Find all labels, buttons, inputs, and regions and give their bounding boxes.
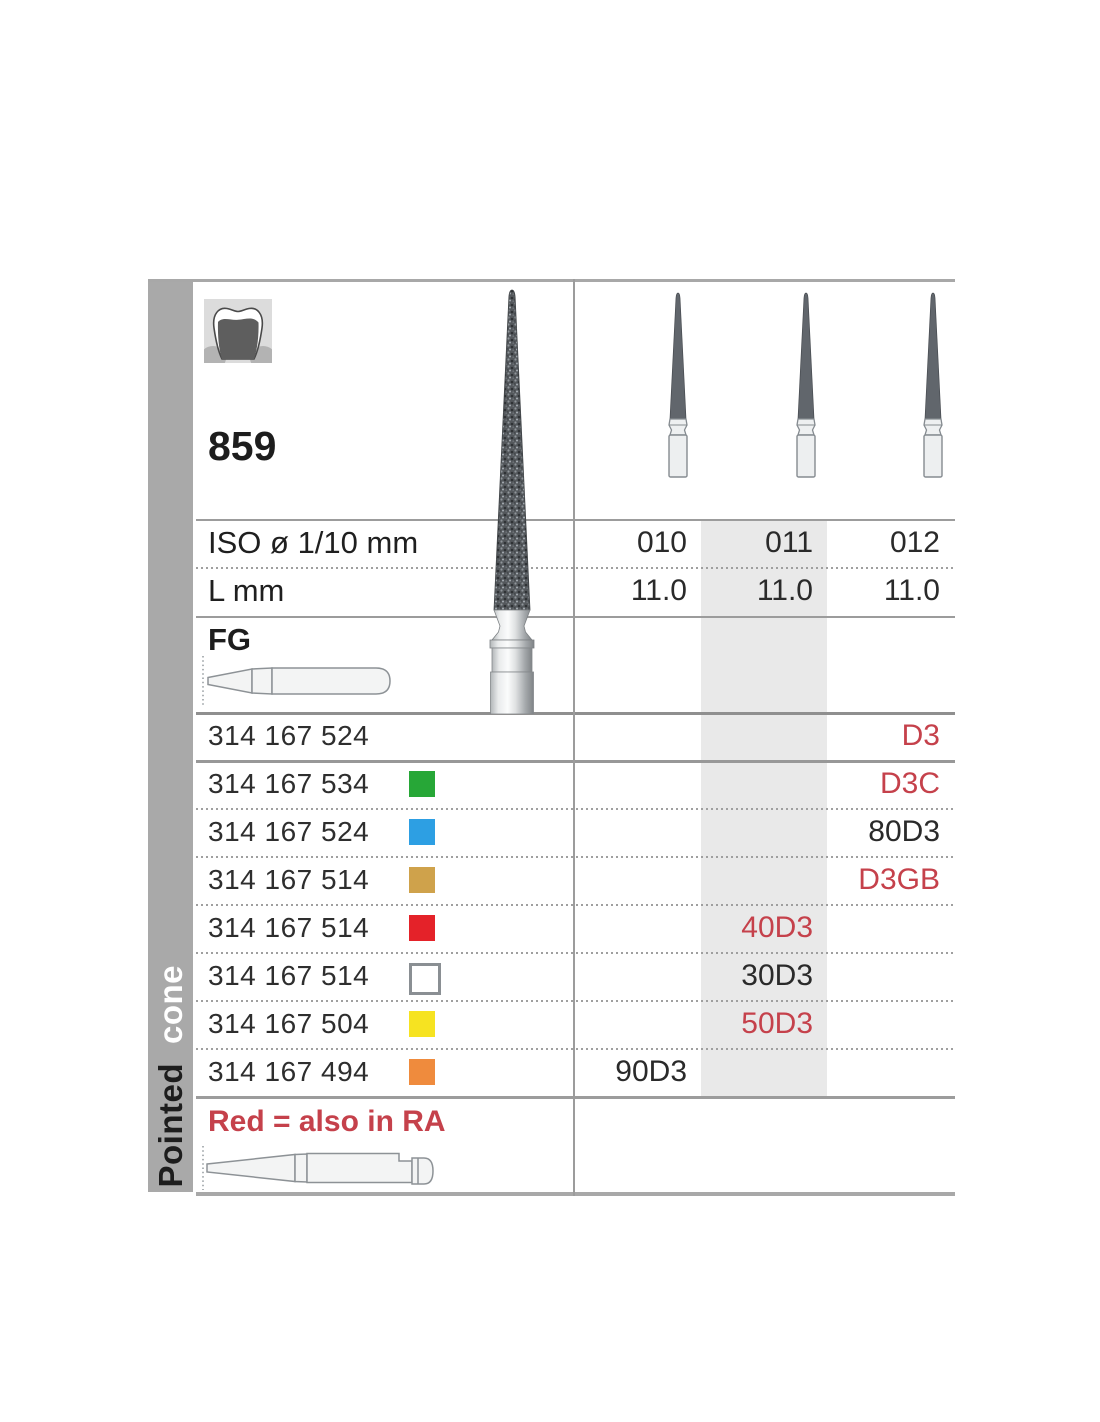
spec-value-012: 012: [889, 526, 940, 559]
product-label: 80D3: [868, 815, 940, 848]
rule-below-lmm: [196, 616, 955, 618]
product-code: 314 167 504: [208, 1008, 370, 1039]
product-code: 314 167 524: [208, 816, 370, 847]
product-label: 90D3: [615, 1055, 687, 1088]
product-code: 314 167 514: [208, 960, 370, 991]
table-top-rule: [148, 279, 955, 282]
spec-value-010: 010: [636, 526, 687, 559]
figure-number: 859: [208, 423, 277, 469]
product-code: 314 167 534: [208, 768, 370, 799]
rule-below-products: [196, 1096, 955, 1099]
grit-color-chip-blue: [409, 819, 435, 845]
ra-footnote: Red = also in RA: [208, 1105, 446, 1138]
grit-color-chip-yellow: [409, 1011, 435, 1037]
spec-value-012: 11.0: [883, 574, 940, 607]
ra-shank-drawing: [200, 1140, 440, 1196]
bur-pictogram-012: [920, 291, 946, 479]
product-label: 50D3: [741, 1007, 813, 1040]
product-label: D3GB: [858, 863, 940, 896]
grit-color-chip-gold: [409, 867, 435, 893]
length-label: L mm: [208, 573, 285, 608]
spec-value-010: 11.0: [630, 574, 687, 607]
product-label: D3C: [879, 767, 940, 800]
grit-color-chip-white: [409, 963, 441, 995]
sidebar-word-pointed: Pointed: [152, 1062, 189, 1187]
grit-color-chip-red: [409, 915, 435, 941]
bur-pictogram-010: [665, 291, 691, 479]
bur-photo-large: [486, 288, 538, 714]
product-code: 314 167 514: [208, 912, 370, 943]
grit-color-chip-green: [409, 771, 435, 797]
grit-color-chip-orange: [409, 1059, 435, 1085]
spec-value-011: 011: [765, 526, 813, 559]
sidebar-shape-family: [148, 282, 193, 1192]
product-label: 30D3: [741, 959, 813, 992]
spec-value-011: 11.0: [756, 574, 813, 607]
fg-shank-drawing: [200, 652, 400, 710]
product-code: 314 167 514: [208, 864, 370, 895]
product-code: 314 167 524: [208, 720, 370, 751]
bur-pictogram-011: [793, 291, 819, 479]
product-label: D3: [901, 719, 940, 752]
shank-type-label: FG: [208, 622, 252, 657]
sidebar-word-cone: cone: [152, 965, 189, 1045]
product-label: 40D3: [741, 911, 813, 944]
iso-diameter-label: ISO ø 1/10 mm: [208, 525, 419, 560]
product-code: 314 167 494: [208, 1056, 370, 1087]
tooth-crown-icon: [204, 299, 272, 363]
